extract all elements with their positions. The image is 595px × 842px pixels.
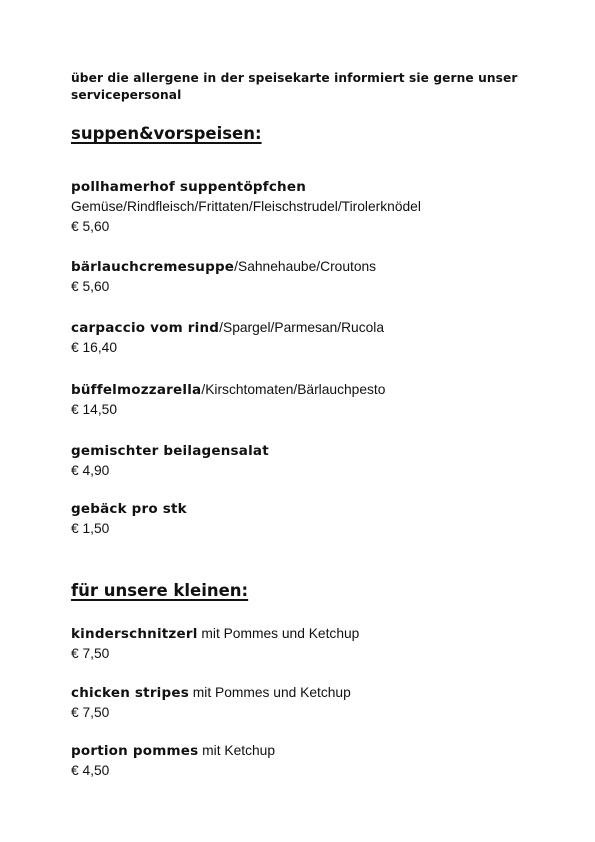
menu-item xyxy=(71,441,571,481)
item-name: gebäck pro stk xyxy=(71,501,187,517)
item-description: /Sahnehaube/Croutons xyxy=(234,259,377,274)
item-name: pollhamerhof suppentöpfchen xyxy=(71,179,307,195)
item-price: € 4,90 xyxy=(71,463,110,478)
section-heading-starters: suppen&vorspeisen: xyxy=(71,124,262,143)
section-heading-kids: für unsere kleinen: xyxy=(71,581,249,600)
menu-item xyxy=(71,257,571,297)
item-price: € 1,50 xyxy=(71,521,110,536)
item-name: bärlauchcremesuppe xyxy=(71,259,235,275)
item-description: mit Ketchup xyxy=(198,743,276,758)
item-name: chicken stripes xyxy=(71,685,189,701)
item-price: € 7,50 xyxy=(71,705,110,720)
item-name: kinderschnitzerl xyxy=(71,626,198,642)
menu-item xyxy=(71,683,571,723)
item-description: mit Pommes und Ketchup xyxy=(197,626,360,641)
item-description: mit Pommes und Ketchup xyxy=(188,685,351,700)
menu-item xyxy=(71,380,571,420)
item-description: Gemüse/Rindfleisch/Frittaten/Fleischstrudel/Tirolerknödel xyxy=(71,199,421,214)
item-price: € 16,40 xyxy=(71,340,118,355)
allergen-notice: über die allergene in der speisekarte informiert sie gerne unser servicepersonal xyxy=(71,71,518,102)
menu-item xyxy=(71,177,571,237)
item-description: /Spargel/Parmesan/Rucola xyxy=(219,320,385,335)
menu-item xyxy=(71,624,571,664)
item-price: € 4,50 xyxy=(71,763,110,778)
item-name: gemischter beilagensalat xyxy=(71,443,269,459)
menu-item xyxy=(71,499,571,539)
menu-item xyxy=(71,318,571,358)
item-price: € 14,50 xyxy=(71,402,118,417)
item-price: € 7,50 xyxy=(71,646,110,661)
menu-item xyxy=(71,741,571,781)
item-price: € 5,60 xyxy=(71,279,110,294)
item-description: /Kirschtomaten/Bärlauchpesto xyxy=(201,382,386,397)
item-name: büffelmozzarella xyxy=(71,382,202,398)
item-name: portion pommes xyxy=(71,743,199,759)
item-name: carpaccio vom rind xyxy=(71,320,220,336)
item-price: € 5,60 xyxy=(71,219,110,234)
